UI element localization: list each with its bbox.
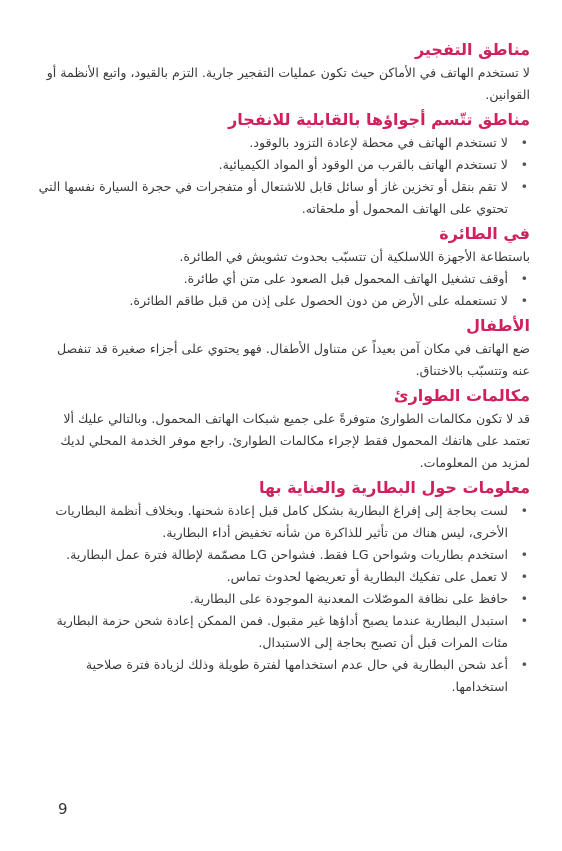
bullet-icon: • xyxy=(520,547,528,562)
bullet-icon: • xyxy=(520,503,528,518)
list-item-text: لا تستخدم الهاتف بالقرب من الوقود أو المواد الكيميائية. xyxy=(218,157,508,172)
page-number: 9 xyxy=(58,800,68,818)
bullet-icon: • xyxy=(520,657,528,672)
manual-page xyxy=(38,36,530,698)
list-item xyxy=(38,566,530,588)
list-item xyxy=(38,588,530,610)
list-item xyxy=(38,132,530,154)
section-heading-blasting-areas: مناطق التفجير xyxy=(414,40,530,59)
section-heading-emergency-calls: مكالمات الطوارئ xyxy=(393,386,530,405)
section-paragraph: لا تستخدم الهاتف في الأماكن حيث تكون عمليات التفجير جارية. التزم بالقيود، واتبع الأنظمة أو القوانين. xyxy=(46,65,530,102)
list-item-text: استخدم بطاريات وشواحن LG فقط. فشواحن LG مصمّمة لإطالة فترة عمل البطارية. xyxy=(66,547,508,562)
list-item xyxy=(38,610,530,654)
bullet-icon: • xyxy=(520,293,528,308)
section-paragraph: قد لا تكون مكالمات الطوارئ متوفرةً على جميع شبكات الهاتف المحمول. وبالتالي عليك ألا تعتمد على هاتفك المحمول فقط لإجراء مكالمات الطوارئ. راجع موفر الخدمة المحلي لديك لمزيد من المعلومات. xyxy=(60,411,530,470)
list-item-text: حافظ على نظافة الموصّلات المعدنية الموجودة على البطارية. xyxy=(189,591,508,606)
bullet-list xyxy=(38,268,530,312)
list-item xyxy=(38,500,530,544)
bullet-icon: • xyxy=(520,569,528,584)
bullet-icon: • xyxy=(520,591,528,606)
bullet-list xyxy=(38,132,530,220)
section-heading-in-aircraft: في الطائرة xyxy=(439,224,530,243)
list-item xyxy=(38,176,530,220)
list-item-text: لا تقم بنقل أو تخزين غاز أو سائل قابل للاشتعال أو متفجرات في حجرة السيارة نفسها التي تحتوي على الهاتف المحمول أو ملحقاته. xyxy=(38,179,508,216)
section-paragraph: باستطاعة الأجهزة اللاسلكية أن تتسبّب بحدوث تشويش في الطائرة. xyxy=(179,249,530,264)
bullet-icon: • xyxy=(520,179,528,194)
list-item xyxy=(38,544,530,566)
list-item-text: أوقف تشغيل الهاتف المحمول قبل الصعود على متن أي طائرة. xyxy=(183,271,508,286)
list-item-text: لا تعمل على تفكيك البطارية أو تعريضها لحدوث تماس. xyxy=(226,569,508,584)
list-item-text: أعد شحن البطارية في حال عدم استخدامها لفترة طويلة وذلك لزيادة فترة صلاحية استخدامها. xyxy=(85,657,508,694)
list-item-text: لا تستخدم الهاتف في محطة لإعادة التزود بالوقود. xyxy=(249,135,508,150)
bullet-icon: • xyxy=(520,271,528,286)
list-item-text: لست بحاجة إلى إفراغ البطارية بشكل كامل قبل إعادة شحنها. وبخلاف أنظمة البطاريات الأخرى، ليس هناك من تأثير للذاكرة من شأنه تخفيض أداء البطارية. xyxy=(55,503,508,540)
list-item-text: لا تستعمله على الأرض من دون الحصول على إذن من قبل طاقم الطائرة. xyxy=(129,293,508,308)
list-item xyxy=(38,290,530,312)
section-heading-children: الأطفال xyxy=(466,316,530,335)
bullet-list xyxy=(38,500,530,698)
list-item xyxy=(38,654,530,698)
list-item xyxy=(38,268,530,290)
section-heading-explosive-atmospheres: مناطق تتّسم أجواؤها بالقابلية للانفجار xyxy=(228,110,530,129)
section-heading-battery-care: معلومات حول البطارية والعناية بها xyxy=(258,478,530,497)
list-item-text: استبدل البطارية عندما يصبح أداؤها غير مقبول. فمن الممكن إعادة شحن حزمة البطارية مئات المرات قبل أن تصبح بحاجة إلى الاستبدال. xyxy=(56,613,508,650)
section-paragraph: ضع الهاتف في مكان آمن بعيداً عن متناول الأطفال. فهو يحتوي على أجزاء صغيرة قد تنفصل عنه وتتسبّب بالاختناق. xyxy=(56,341,530,378)
bullet-icon: • xyxy=(520,157,528,172)
list-item xyxy=(38,154,530,176)
bullet-icon: • xyxy=(520,613,528,628)
bullet-icon: • xyxy=(520,135,528,150)
